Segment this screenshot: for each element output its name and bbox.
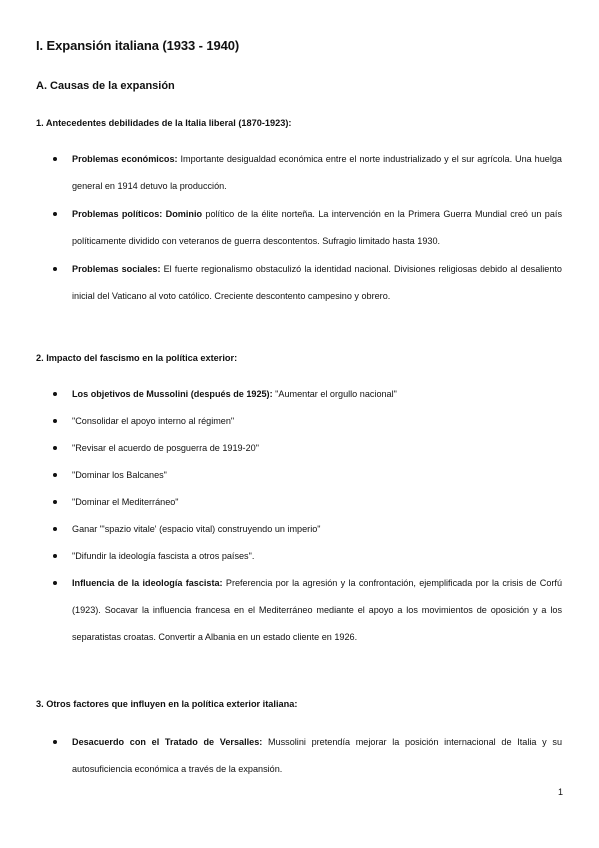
item-text: "Difundir la ideología fascista a otros países".	[72, 551, 255, 561]
list-item	[0, 201, 599, 255]
list-item	[0, 570, 599, 651]
item-text: "Dominar el Mediterráneo"	[72, 497, 179, 507]
item-text: "Consolidar el apoyo interno al régimen"	[72, 416, 235, 426]
sub3-list	[0, 729, 599, 783]
item-text: Importante desigualdad económica entre el norte industrializado y el sur agrícola. Una huelga general en 1914 detuvo la producción.	[72, 154, 562, 191]
list-item	[0, 408, 599, 435]
item-text: Ganar "'spazio vitale' (espacio vital) construyendo un imperio"	[72, 524, 321, 534]
sub1-list	[0, 146, 599, 310]
list-item	[0, 381, 599, 408]
list-item	[0, 256, 599, 310]
list-item	[0, 516, 599, 543]
item-text: "Revisar el acuerdo de posguerra de 1919-20"	[72, 443, 259, 453]
sub1-heading: 1. Antecedentes debilidades de la Italia liberal (1870-1923):	[36, 118, 292, 128]
section-a-heading: A. Causas de la expansión	[36, 80, 175, 92]
list-item	[0, 489, 599, 516]
page-title: I. Expansión italiana (1933 - 1940)	[36, 38, 240, 53]
list-item	[0, 146, 599, 200]
item-lead: Problemas económicos:	[72, 154, 178, 164]
item-lead: Desacuerdo con el Tratado de Versalles:	[72, 737, 263, 747]
item-text: El fuerte regionalismo obstaculizó la identidad nacional. Divisiones religiosas debido al desaliento inicial del Vaticano al voto católico. Creciente descontento campesino y obrero.	[72, 264, 562, 301]
sub3-heading: 3. Otros factores que influyen en la política exterior italiana:	[36, 699, 298, 709]
item-lead: Influencia de la ideología fascista:	[72, 578, 223, 588]
sub2-list	[0, 381, 599, 651]
item-text: Mussolini pretendía mejorar la posición internacional de Italia y su autosuficiencia económica a través de la expansión.	[72, 737, 562, 774]
item-text: político de la élite norteña. La intervención en la Primera Guerra Mundial creó un país políticamente dividido con veteranos de guerra descontentos. Sufragio limitado hasta 1930.	[72, 209, 562, 246]
sub2-heading: 2. Impacto del fascismo en la política exterior:	[36, 353, 238, 363]
item-lead: Problemas sociales:	[72, 264, 161, 274]
list-item	[0, 462, 599, 489]
list-item	[0, 435, 599, 462]
page-number: 1	[557, 787, 563, 797]
item-text: Preferencia por la agresión y la confrontación, ejemplificada por la crisis de Corfú (1923). Socavar la influencia francesa en el Mediterráneo mediante el apoyo a los movimientos de oposición y a los separatistas croatas. Convertir a Albania en un estado cliente en 1926.	[72, 578, 562, 642]
item-text: "Dominar los Balcanes"	[72, 470, 167, 480]
item-lead: Los objetivos de Mussolini (después de 1925):	[72, 389, 273, 399]
list-item	[0, 729, 599, 783]
item-text: "Aumentar el orgullo nacional"	[272, 389, 397, 399]
list-item	[0, 543, 599, 570]
item-lead: Problemas políticos: Dominio	[72, 209, 203, 219]
